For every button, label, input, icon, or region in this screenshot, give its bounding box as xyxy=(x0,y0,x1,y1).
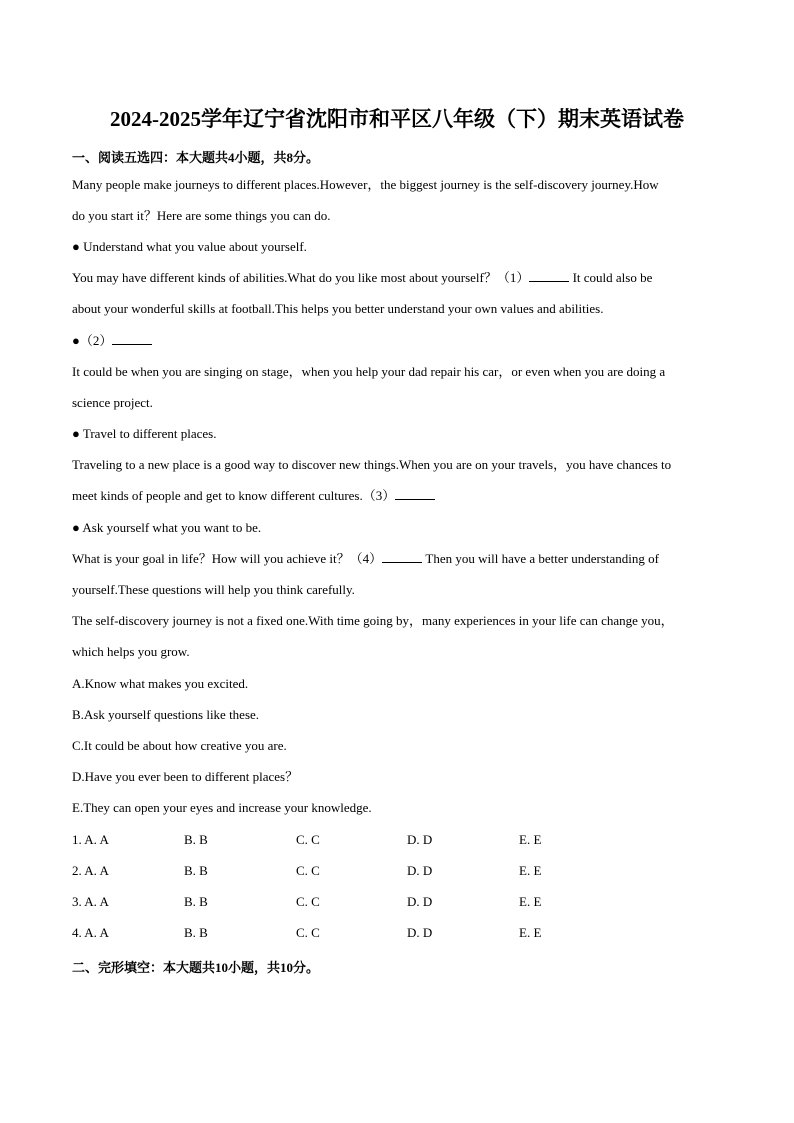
section-1-heading: 一、阅读五选四：本大题共4小题，共8分。 xyxy=(72,150,320,165)
option-e[interactable]: E. E xyxy=(519,832,542,847)
bullet-text: ●（2） xyxy=(72,333,113,348)
choice-b: B.Ask yourself questions like these. xyxy=(72,707,260,722)
question-row xyxy=(72,925,672,941)
option-a[interactable]: 2. A. A xyxy=(72,863,109,878)
option-c[interactable]: C. C xyxy=(296,832,320,847)
choice-e: E.They can open your eyes and increase your knowledge. xyxy=(72,800,372,815)
passage-line xyxy=(72,488,435,504)
blank-2[interactable] xyxy=(112,333,152,345)
option-d[interactable]: D. D xyxy=(407,925,433,940)
option-b[interactable]: B. B xyxy=(184,863,208,878)
option-a[interactable]: 1. A. A xyxy=(72,832,109,847)
passage-text: You may have different kinds of abilities.What do you like most about yourself？（1） xyxy=(72,270,530,285)
passage-line: The self-discovery journey is not a fixed one.With time going by，many experiences in your life can change you， xyxy=(72,613,674,628)
option-c[interactable]: C. C xyxy=(296,894,320,909)
option-c[interactable]: C. C xyxy=(296,925,320,940)
option-e[interactable]: E. E xyxy=(519,863,542,878)
blank-1[interactable] xyxy=(529,270,569,282)
option-e[interactable]: E. E xyxy=(519,894,542,909)
passage-line: It could be when you are singing on stage，when you help your dad repair his car，or even when you are doing a xyxy=(72,364,666,379)
passage-line: do you start it？Here are some things you can do. xyxy=(72,208,331,223)
passage-text: What is your goal in life？How will you achieve it？（4） xyxy=(72,551,383,566)
blank-3[interactable] xyxy=(395,488,435,500)
passage-text: Then you will have a better understanding of xyxy=(422,551,659,566)
option-d[interactable]: D. D xyxy=(407,894,433,909)
choice-d: D.Have you ever been to different places？ xyxy=(72,769,299,784)
passage-line xyxy=(72,551,659,567)
section-2-heading: 二、完形填空：本大题共10小题，共10分。 xyxy=(72,960,320,975)
option-b[interactable]: B. B xyxy=(184,832,208,847)
passage-text: It could also be xyxy=(569,270,653,285)
passage-text: meet kinds of people and get to know different cultures.（3） xyxy=(72,488,396,503)
question-row xyxy=(72,863,672,879)
question-row xyxy=(72,832,672,848)
blank-4[interactable] xyxy=(382,551,422,563)
option-d[interactable]: D. D xyxy=(407,832,433,847)
option-b[interactable]: B. B xyxy=(184,925,208,940)
bullet-point-4: ● Ask yourself what you want to be. xyxy=(72,520,262,535)
option-b[interactable]: B. B xyxy=(184,894,208,909)
bullet-point-2 xyxy=(72,333,152,349)
passage-line: Many people make journeys to different places.However，the biggest journey is the self-discovery journey.How xyxy=(72,177,659,192)
choice-a: A.Know what makes you excited. xyxy=(72,676,249,691)
option-a[interactable]: 4. A. A xyxy=(72,925,109,940)
option-d[interactable]: D. D xyxy=(407,863,433,878)
bullet-point-1: ● Understand what you value about yourself. xyxy=(72,239,307,254)
passage-line: which helps you grow. xyxy=(72,644,190,659)
choice-c: C.It could be about how creative you are. xyxy=(72,738,287,753)
passage-line: about your wonderful skills at football.This helps you better understand your own values and abilities. xyxy=(72,301,604,316)
option-e[interactable]: E. E xyxy=(519,925,542,940)
option-c[interactable]: C. C xyxy=(296,863,320,878)
question-row xyxy=(72,894,672,910)
option-a[interactable]: 3. A. A xyxy=(72,894,109,909)
page-title: 2024-2025学年辽宁省沈阳市和平区八年级（下）期末英语试卷 xyxy=(110,107,684,131)
passage-line: yourself.These questions will help you think carefully. xyxy=(72,582,355,597)
passage-line: Traveling to a new place is a good way to discover new things.When you are on your travels，you have chances to xyxy=(72,457,672,472)
passage-line: science project. xyxy=(72,395,153,410)
passage-line xyxy=(72,270,652,286)
bullet-point-3: ● Travel to different places. xyxy=(72,426,217,441)
